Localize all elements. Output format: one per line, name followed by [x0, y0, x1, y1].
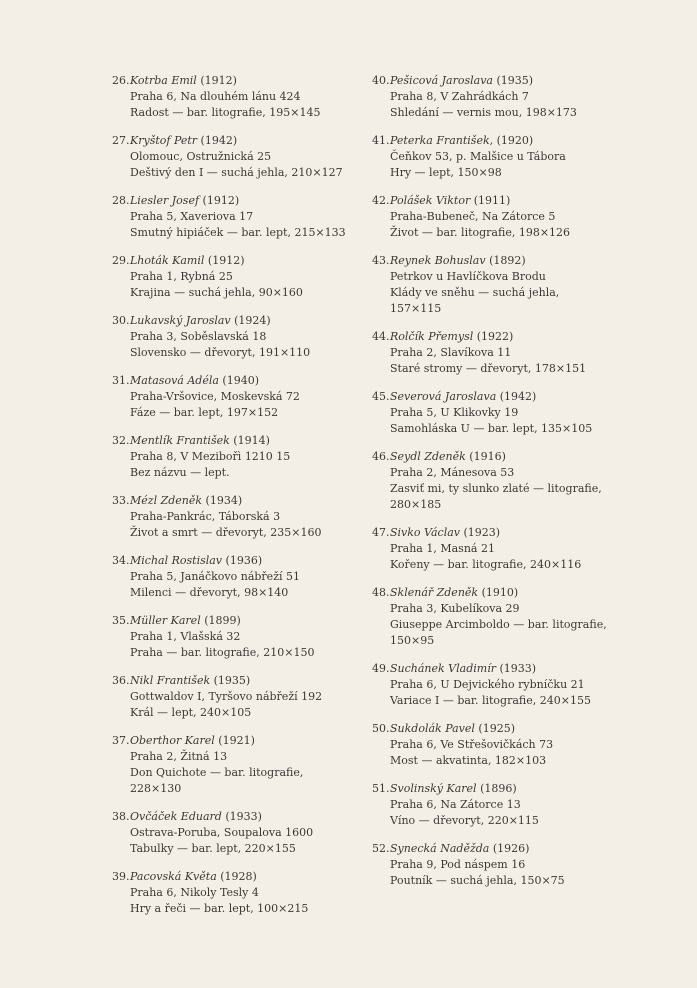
artist-year: (1933) — [225, 810, 262, 823]
entry-heading — [130, 313, 412, 329]
catalogue-entry — [372, 585, 672, 649]
catalogue-entry — [372, 389, 672, 437]
artwork-details: Fáze — bar. lept, 197×152 — [130, 406, 279, 419]
artist-year: (1942) — [200, 134, 238, 147]
catalogue-entry — [372, 841, 672, 889]
artist-year: (1910) — [481, 586, 519, 599]
entry-number: 51. — [372, 782, 390, 795]
artist-address: Praha 5, U Klikovky 19 — [390, 406, 519, 419]
catalogue-entry — [112, 253, 412, 301]
artwork-details: Hry — lept, 150×98 — [390, 166, 502, 179]
artist-address: Čeňkov 53, p. Malšice u Tábora — [390, 150, 566, 163]
artist-name: Mézl Zdeněk — [130, 494, 203, 507]
artist-name: Lhoták Kamil — [130, 254, 205, 267]
artist-year: (1921) — [218, 734, 255, 747]
artist-name: Mentlík František — [130, 434, 230, 447]
artist-year: (1916) — [469, 450, 506, 463]
artwork-details: Krajina — suchá jehla, 90×160 — [130, 286, 303, 299]
entry-number: 39. — [112, 870, 130, 883]
artist-year: (1920) — [496, 134, 534, 147]
entry-number: 36. — [112, 674, 130, 687]
artist-name: Sivko Václav — [390, 526, 460, 539]
artist-name: Kryštof Petr — [130, 134, 198, 147]
artist-address: Praha 6, Ve Střešovičkách 73 — [390, 738, 554, 751]
artwork-details: Král — lept, 240×105 — [130, 706, 252, 719]
artwork-details: Zasviť mi, ty slunko zlaté — litografie, — [390, 482, 602, 495]
catalogue-entry — [112, 869, 412, 917]
artist-name: Kotrba Emil — [130, 74, 197, 87]
entry-number: 40. — [372, 74, 390, 87]
catalogue-entry — [372, 525, 672, 573]
artwork-details: 150×95 — [390, 634, 435, 647]
artist-name: Pešicová Jaroslava — [390, 74, 493, 87]
entry-heading — [130, 613, 412, 629]
artist-name: Matasová Adéla — [130, 374, 219, 387]
catalogue-entry — [372, 721, 672, 769]
artwork-details: Slovensko — dřevoryt, 191×110 — [130, 346, 311, 359]
artist-name: Ovčáček Eduard — [130, 810, 222, 823]
artist-address: Praha 9, Pod náspem 16 — [390, 858, 526, 871]
entry-number: 34. — [112, 554, 130, 567]
artist-name: Reynek Bohuslav — [390, 254, 486, 267]
entry-number: 44. — [372, 330, 390, 343]
entry-number: 47. — [372, 526, 390, 539]
catalogue-entry — [112, 313, 412, 361]
artist-address: Praha 1, Vlašská 32 — [130, 630, 241, 643]
entry-heading — [390, 525, 672, 541]
artist-address: Petrkov u Havlíčkova Brodu — [390, 270, 546, 283]
artwork-details: Život a smrt — dřevoryt, 235×160 — [130, 526, 322, 539]
artist-year: (1935) — [496, 74, 534, 87]
entry-heading — [130, 193, 412, 209]
artist-address: Praha-Vršovice, Moskevská 72 — [130, 390, 300, 403]
artwork-details: Variace I — bar. litografie, 240×155 — [390, 694, 591, 707]
entry-number: 31. — [112, 374, 130, 387]
artist-year: (1923) — [463, 526, 501, 539]
artist-name: Lukavský Jaroslav — [130, 314, 231, 327]
artist-year: (1942) — [499, 390, 537, 403]
entry-number: 41. — [372, 134, 390, 147]
artwork-details: Smutný hipiáček — bar. lept, 215×133 — [130, 226, 346, 239]
artist-name: Oberthor Karel — [130, 734, 215, 747]
artist-year: (1911) — [473, 194, 511, 207]
artist-year: (1922) — [476, 330, 514, 343]
catalogue-entry — [372, 781, 672, 829]
entry-heading — [130, 553, 412, 569]
artwork-details: Samohláska U — bar. lept, 135×105 — [390, 422, 593, 435]
artist-name: Nikl František — [130, 674, 211, 687]
entry-heading — [390, 449, 672, 465]
artwork-details: Poutník — suchá jehla, 150×75 — [390, 874, 565, 887]
artwork-details: Don Quichote — bar. litografie, — [130, 766, 304, 779]
right-column — [372, 73, 672, 901]
entry-heading — [130, 869, 412, 885]
entry-number: 42. — [372, 194, 390, 207]
artist-year: (1925) — [478, 722, 515, 735]
entry-number: 35. — [112, 614, 130, 627]
artist-year: (1912) — [202, 194, 240, 207]
entry-heading — [130, 133, 412, 149]
catalogue-entry — [372, 133, 672, 181]
artist-year: (1899) — [204, 614, 241, 627]
artist-year: (1924) — [234, 314, 271, 327]
artwork-details: Giuseppe Arcimboldo — bar. litografie, — [390, 618, 607, 631]
catalogue-entry — [372, 661, 672, 709]
entry-heading — [130, 493, 412, 509]
catalogue-entry — [372, 73, 672, 121]
entry-number: 28. — [112, 194, 130, 207]
entry-number: 52. — [372, 842, 390, 855]
artist-name: Michal Rostislav — [130, 554, 223, 567]
entry-number: 33. — [112, 494, 130, 507]
entry-heading — [390, 193, 672, 209]
artist-name: Müller Karel — [130, 614, 201, 627]
entry-number: 49. — [372, 662, 390, 675]
entry-number: 27. — [112, 134, 130, 147]
entry-heading — [390, 389, 672, 405]
catalogue-entry — [372, 329, 672, 377]
catalogue-entry — [112, 433, 412, 481]
artist-address: Gottwaldov I, Tyršovo nábřeží 192 — [130, 690, 323, 703]
artist-name: Synecká Naděžda — [390, 842, 490, 855]
artist-year: (1896) — [480, 782, 517, 795]
catalogue-entry — [372, 449, 672, 513]
catalogue-entry — [112, 809, 412, 857]
entry-heading — [130, 373, 412, 389]
entry-number: 37. — [112, 734, 130, 747]
artist-address: Ostrava-Poruba, Soupalova 1600 — [130, 826, 314, 839]
entry-number: 26. — [112, 74, 130, 87]
artwork-details: Praha — bar. litografie, 210×150 — [130, 646, 315, 659]
artist-year: (1926) — [492, 842, 530, 855]
artist-name: Peterka František, — [390, 134, 494, 147]
entry-heading — [130, 809, 412, 825]
entry-number: 29. — [112, 254, 130, 267]
artwork-details: Staré stromy — dřevoryt, 178×151 — [390, 362, 587, 375]
artist-address: Olomouc, Ostružnická 25 — [130, 150, 272, 163]
artist-address: Praha 3, Kubelíkova 29 — [390, 602, 520, 615]
artwork-details: Klády ve sněhu — suchá jehla, — [390, 286, 560, 299]
catalogue-entry — [112, 733, 412, 797]
entry-heading — [130, 673, 412, 689]
artwork-details: Shledání — vernis mou, 198×173 — [390, 106, 577, 119]
entry-number: 48. — [372, 586, 390, 599]
artist-address: Praha 2, Slavíkova 11 — [390, 346, 512, 359]
artist-year: (1934) — [205, 494, 243, 507]
artwork-details: Víno — dřevoryt, 220×115 — [390, 814, 539, 827]
artwork-details: Deštivý den I — suchá jehla, 210×127 — [130, 166, 343, 179]
artwork-details: Most — akvatinta, 182×103 — [390, 754, 547, 767]
artist-address: Praha 6, Nikoly Tesly 4 — [130, 886, 259, 899]
artwork-details: Milenci — dřevoryt, 98×140 — [130, 586, 289, 599]
entry-heading — [390, 329, 672, 345]
artwork-details: Bez názvu — lept. — [130, 466, 230, 479]
artist-year: (1928) — [220, 870, 257, 883]
artwork-details: 228×130 — [130, 782, 182, 795]
artist-address: Praha 8, V Zahrádkách 7 — [390, 90, 529, 103]
artist-year: (1936) — [225, 554, 263, 567]
artist-address: Praha 2, Žitná 13 — [130, 750, 228, 763]
artist-address: Praha 5, Xaveriova 17 — [130, 210, 254, 223]
artist-name: Sukdolák Pavel — [390, 722, 475, 735]
artist-year: (1912) — [207, 254, 245, 267]
entry-heading — [390, 661, 672, 677]
artist-name: Svolinský Karel — [390, 782, 477, 795]
catalogue-entry — [112, 133, 412, 181]
catalogue-entry — [112, 193, 412, 241]
entry-heading — [130, 733, 412, 749]
entry-heading — [390, 585, 672, 601]
entry-number: 43. — [372, 254, 390, 267]
entry-heading — [390, 133, 672, 149]
entry-number: 50. — [372, 722, 390, 735]
artist-year: (1940) — [222, 374, 259, 387]
artist-address: Praha 6, Na Zátorce 13 — [390, 798, 521, 811]
artist-name: Seydl Zdeněk — [390, 450, 466, 463]
artist-address: Praha 5, Janáčkovo nábřeží 51 — [130, 570, 301, 583]
artist-name: Suchánek Vladimír — [390, 662, 496, 675]
artwork-details: 280×185 — [390, 498, 442, 511]
artist-address: Praha 2, Mánesova 53 — [390, 466, 515, 479]
catalogue-entry — [112, 613, 412, 661]
entry-heading — [390, 253, 672, 269]
artwork-details: Život — bar. litografie, 198×126 — [390, 226, 571, 239]
artist-name: Pacovská Květa — [130, 870, 217, 883]
artist-year: (1912) — [200, 74, 237, 87]
entry-heading — [390, 721, 672, 737]
artist-address: Praha-Bubeneč, Na Zátorce 5 — [390, 210, 556, 223]
artwork-details: Radost — bar. litografie, 195×145 — [130, 106, 321, 119]
artist-address: Praha 1, Masná 21 — [390, 542, 495, 555]
catalogue-entry — [372, 193, 672, 241]
artist-address: Praha 6, Na dlouhém lánu 424 — [130, 90, 301, 103]
artist-year: (1933) — [499, 662, 537, 675]
entry-heading — [390, 73, 672, 89]
artist-address: Praha 1, Rybná 25 — [130, 270, 233, 283]
entry-heading — [130, 433, 412, 449]
artist-name: Polášek Viktor — [390, 194, 471, 207]
artist-name: Severová Jaroslava — [390, 390, 497, 403]
left-column — [112, 73, 412, 929]
entry-number: 32. — [112, 434, 130, 447]
artist-address: Praha 6, U Dejvického rybníčku 21 — [390, 678, 585, 691]
artwork-details: 157×115 — [390, 302, 442, 315]
artist-name: Sklenář Zdeněk — [390, 586, 479, 599]
artist-address: Praha-Pankrác, Táborská 3 — [130, 510, 281, 523]
artwork-details: Kořeny — bar. litografie, 240×116 — [390, 558, 582, 571]
artist-name: Rolčík Přemysl — [390, 330, 474, 343]
entry-number: 38. — [112, 810, 130, 823]
entry-number: 30. — [112, 314, 130, 327]
entry-heading — [390, 781, 672, 797]
artist-year: (1914) — [233, 434, 270, 447]
entry-number: 45. — [372, 390, 390, 403]
entry-number: 46. — [372, 450, 390, 463]
artist-address: Praha 8, V Mezibořì 1210 15 — [130, 450, 291, 463]
entry-heading — [390, 841, 672, 857]
catalogue-entry — [112, 373, 412, 421]
artist-address: Praha 3, Soběslavská 18 — [130, 330, 267, 343]
entry-heading — [130, 73, 412, 89]
entry-heading — [130, 253, 412, 269]
catalogue-entry — [372, 253, 672, 317]
artwork-details: Hry a řeči — bar. lept, 100×215 — [130, 902, 309, 915]
catalogue-entry — [112, 493, 412, 541]
artist-year: (1892) — [489, 254, 526, 267]
artist-year: (1935) — [213, 674, 251, 687]
artist-name: Liesler Josef — [130, 194, 200, 207]
catalogue-entry — [112, 673, 412, 721]
artwork-details: Tabulky — bar. lept, 220×155 — [130, 842, 296, 855]
catalogue-entry — [112, 553, 412, 601]
catalogue-entry — [112, 73, 412, 121]
